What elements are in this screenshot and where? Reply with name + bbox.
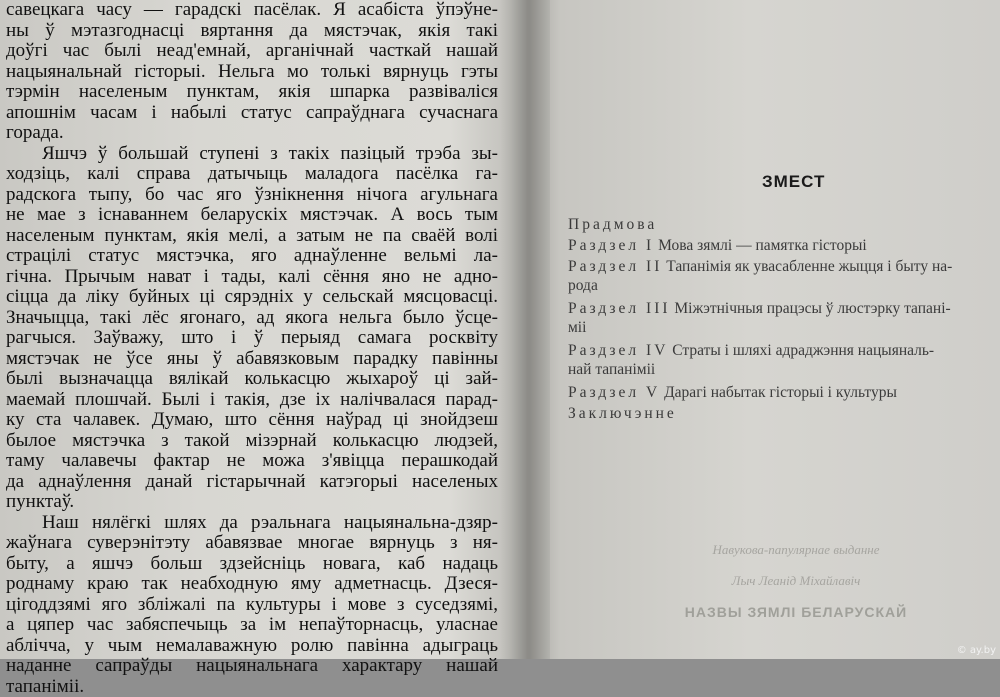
body-text (6, 0, 498, 697)
toc-entry-label: Раздзел II (568, 258, 662, 275)
text-line: аблічча, у чым немалаважную ролю павінна адыграць (6, 636, 498, 657)
text-line: наданне сапраўды нацыянальнага характару нашай (6, 656, 498, 677)
toc-entry-continuation: рода (568, 277, 988, 295)
text-line: апошнім часам і набылі статус сапраўднага сучаснага (6, 103, 498, 124)
toc-entry-title: Тапанімія як увасабленне жыцця і быту на- (666, 258, 952, 275)
imprint-book-title: НАЗВЫ ЗЯМЛІ БЕЛАРУСКАЙ (666, 604, 926, 620)
toc-entry-conclusion (568, 403, 988, 424)
text-line: горада. (6, 123, 498, 144)
toc-entry-label: Раздзел III (568, 300, 671, 317)
text-line: ку ста чалавек. Думаю, што сёння наўрад ці знойдзеш (6, 410, 498, 431)
toc-entry-chapter-5 (568, 382, 988, 403)
imprint-author: Лыч Леанід Міхайлавіч (666, 573, 926, 589)
text-line: не мае з існаваннем беларускіх мястэчак. А вось тым (6, 205, 498, 226)
toc-entry-preface (568, 214, 988, 235)
text-line: гічна. Прычым нават і тады, калі сёння яно не адно- (6, 267, 498, 288)
right-page (556, 0, 996, 659)
toc-entry-label: Раздзел IV (568, 342, 668, 359)
toc-entry-label: Раздзел V (568, 384, 660, 401)
text-line: нацыянальнай гісторыі. Нельга мо толькі вярнуць гэты (6, 62, 498, 83)
text-line: ходзіць, калі справа датычыць маладога пасёлка га- (6, 164, 498, 185)
toc-entry-chapter-1 (568, 235, 988, 256)
text-line: савецкага часу — гарадскі пасёлак. Я асабіста ўпэўне- (6, 0, 498, 21)
left-page (6, 0, 498, 659)
toc-entry-title: Дарагі набытак гісторыі і культуры (664, 384, 897, 401)
text-line: таму чалавечы фактар не можа з'явіцца перашкодай (6, 451, 498, 472)
text-line: населеным пунктам, якія мелі, а затым не па сваёй волі (6, 226, 498, 247)
text-line: Значыцца, такі лёс ягонаго, ад якога нельга было ўсце- (6, 308, 498, 329)
text-line: Яшчэ ў большай ступені з такіх пазіцый трэба зы- (6, 144, 498, 165)
text-line: радскога тыпу, бо час яго ўзнікнення нічога агульнага (6, 185, 498, 206)
toc-entry-title: Страты і шляхі адраджэння нацыяналь- (672, 342, 934, 359)
text-line: Наш нялёгкі шлях да рэальнага нацыянальна-дзяр- (6, 513, 498, 534)
site-watermark: © ay.by (957, 645, 996, 656)
toc-entry-label: Заключэнне (568, 405, 677, 422)
toc-entry-title: Міжэтнічныя працэсы ў люстэрку тапані- (674, 300, 950, 317)
toc-entry-chapter-3 (568, 298, 988, 319)
imprint-edition: Навукова-папулярнае выданне (666, 542, 926, 558)
toc-entry-title: Мова зямлі — памятка гісторыі (658, 237, 867, 254)
text-line: тапаніміі. (6, 677, 498, 697)
text-line: доўгі час былі неад'емнай, арганічнай часткай нашай (6, 41, 498, 62)
text-line: страцілі статус мястэчка, яго аднаўленне вельмі ла- (6, 246, 498, 267)
text-line: сіцца да ліку буйных ці сярэдніх у сельскай мясцовасці. (6, 287, 498, 308)
text-line: былі вызначацца вялікай колькасцю жыхароў ці зай- (6, 369, 498, 390)
book-gutter (500, 0, 550, 659)
toc-entry-chapter-4 (568, 340, 988, 361)
toc-entry-continuation: най тапаніміі (568, 361, 988, 379)
toc-entry-label: Раздзел I (568, 237, 654, 254)
text-line: быту, а яшчэ больш здзейсніць новага, каб надаць (6, 554, 498, 575)
text-line: маемай плошчай. Былі і такія, дзе іх налічвалася парад- (6, 390, 498, 411)
text-line: жаўнага суверэнітэту абавязвае многае вярнуць з ня- (6, 533, 498, 554)
text-line: да аднаўлення данай гістарычнай катэгорыі населеных (6, 472, 498, 493)
text-line: а цяпер час забяспечыць за ім непаўторнасць, уласнае (6, 615, 498, 636)
text-line: цігоддзямі яго збліжалі па культуры і мове з суседзямі, (6, 595, 498, 616)
text-line: тэрмін населеным пунктам, якія шпарка развіваліся (6, 82, 498, 103)
text-line: былое мястэчка з такой мізэрнай колькасцю людзей, (6, 431, 498, 452)
toc-title: ЗМЕСТ (762, 172, 825, 192)
text-line: ны ў мэтазгоднасці вяртання да мястэчак, якія такі (6, 21, 498, 42)
toc-entry-continuation: міі (568, 319, 988, 337)
toc-entry-chapter-2 (568, 256, 988, 277)
text-line: мястэчак не ўсе яны ў абавязковым парадку павінны (6, 349, 498, 370)
toc-entry-label: Прадмова (568, 216, 657, 233)
text-line: роднаму краю так неабходную яму адметнасць. Дзеся- (6, 574, 498, 595)
text-line: пунктаў. (6, 492, 498, 513)
table-of-contents (568, 214, 988, 424)
text-line: рагчыся. Заўважу, што і ў перыяд самага росквіту (6, 328, 498, 349)
